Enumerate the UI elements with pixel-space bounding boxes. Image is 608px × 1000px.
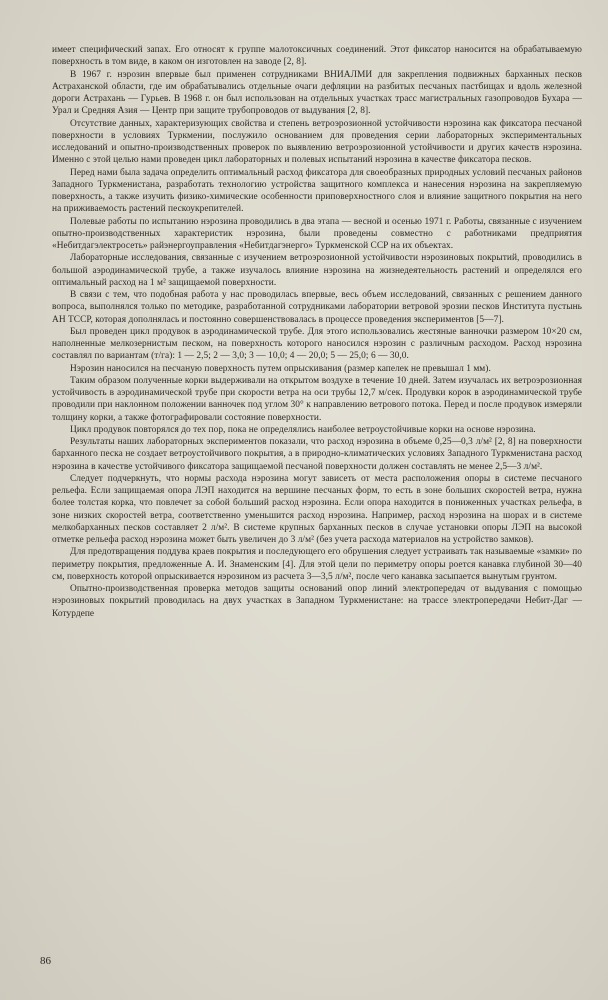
page-number: 86 xyxy=(40,955,51,967)
body-text xyxy=(52,44,582,620)
paragraph: Для предотвращения поддува краев покрытия и последующего его обрушения следует устраивать так называемые «замки» по периметру покрытия, предложенные А. И. Знаменским [4]. Для этой цели по периметру опоры роется канавка глубиной 30—40 см, поверхность которой опрыскивается нэрозином из расчета 3—3,5 л/м², после чего канавка засыпается вынутым грунтом. xyxy=(52,547,582,582)
paragraph: В 1967 г. нэрозин впервые был применен сотрудниками ВНИАЛМИ для закрепления подвижных барханных песков Астраханской области, где им обрабатывались отдельные очаги дефляции на разбитых песчаных пастбищах и вдоль железной дороги Астрахань — Гурьев. В 1968 г. он был использован на отдельных участках трасс магистральных газопроводов Бухара — Урал и Средняя Азия — Центр при защите трубопроводов от выдувания [2, 8]. xyxy=(52,69,582,117)
paragraph: Цикл продувок повторялся до тех пор, пока не определялись наиболее ветроустойчивые корки на основе нэрозина. xyxy=(70,424,536,435)
paragraph: Следует подчеркнуть, что нормы расхода нэрозина могут зависеть от места расположения опоры в системе песчаного рельефа. Если защищаемая опора ЛЭП находится на вершине песчаных форм, то есть в зоне больших скоростей ветра, нужна более толстая корка, что повлечет за собой больший расход нэрозина. Если опора находится в пониженных участках рельефа, в зоне низких скоростей ветра, соответственно уменьшится расход нэрозина. Например, расход нэрозина на шорах и в системе мелкобарханных песков составляет 2 л/м². В системе крупных барханных песков в случае установки опоры ЛЭП на высокой отметке рельефа расход нэрозина может быть увеличен до 3 л/м² (без учета расхода материалов на устройство замков). xyxy=(52,473,582,545)
paragraph: Перед нами была задача определить оптимальный расход фиксатора для своеобразных природных условий песчаных районов Западного Туркменистана, разработать технологию устройства защитного комплекса и нанесения нэрозина на закрепляемую поверхность, а также изучить физико-химические особенности приповерхностного слоя и влияние защитного покрытия на него на приживаемость растений пескоукрепителей. xyxy=(52,167,582,215)
paragraph: Опытно-производственная проверка методов защиты оснований опор линий электропередач от выдувания с помощью нэрозиновых покрытий проводилась на двух участках в Западном Туркменистане: на трассе электропередачи Небит-Даг — Котурдепе xyxy=(52,584,582,619)
paragraph: Отсутствие данных, характеризующих свойства и степень ветроэрозионной устойчивости нэрозина как фиксатора песчаной поверхности в условиях Туркмении, послужило основанием для проведения серии лабораторных экспериментальных исследований и опытно-производственных проверок по выявлению ветроэрозионной устойчивости и других качеств нэрозина. Именно с этой целью нами проведен цикл лабораторных и полевых испытаний нэрозина в качестве фиксатора песков. xyxy=(52,118,582,166)
paragraph: Нэрозин наносился на песчаную поверхность путем опрыскивания (размер капелек не превышал 1 мм). xyxy=(70,363,491,374)
paragraph: имеет специфический запах. Его относят к группе малотоксичных соединений. Этот фиксатор наносится на обрабатываемую поверхность в том виде, в каком он изготовлен на заводе [2, 8]. xyxy=(52,45,582,68)
paragraph: Результаты наших лабораторных экспериментов показали, что расход нэрозина в объеме 0,25—0,3 л/м² [2, 8] на поверхности барханного песка не создает ветроустойчивого покрытия, а в природно-климатических условиях Западного Туркменистана расход нэрозина в качестве устойчивого фиксатора защищаемой песчаной поверхности должен составлять не менее 2,5—3 л/м². xyxy=(52,437,582,472)
paragraph: Был проведен цикл продувок в аэродинамической трубе. Для этого использовались жестяные ванночки размером 10×20 см, наполненные мелкозернистым песком, на поверхность которого наносился нэрозин с различным расходом. Расход нэрозина составлял по вариантам (т/га): 1 — 2,5; 2 — 3,0; 3 — 10,0; 4 — 20,0; 5 — 25,0; 6 — 30,0. xyxy=(52,326,582,362)
paragraph: Полевые работы по испытанию нэрозина проводились в два этапа — весной и осенью 1971 г. Работы, связанные с изучением опытно-производственных характеристик нэрозина, были проведены совместно с работниками предприятия «Небитдагэлектросеть» райэнергоуправления «Небитдагэнерго» Туркменской ССР на их объектах. xyxy=(52,216,582,251)
paragraph: Таким образом полученные корки выдерживали на открытом воздухе в течение 10 дней. Затем изучалась их ветроэрозионная устойчивость в аэродинамической трубе при скорости ветра на оси трубы 12,7 м/сек. Продувки корок в аэродинамической трубе проводили при наклонном положении ванночек под углом 30° к направлению ветрового потока. Перед и после продувок измеряли толщину корки, а также фотографировали состояние поверхности. xyxy=(52,375,582,423)
paragraph: В связи с тем, что подобная работа у нас проводилась впервые, весь объем исследований, связанных с решением данного вопроса, выполнялся только по методике, разработанной сотрудниками лаборатории ветровой эрозии песков Института пустынь АН ТССР, которая дополнялась и постоянно совершенствовалась в процессе проведения экспериментов [5—7]. xyxy=(52,290,582,325)
paragraph: Лабораторные исследования, связанные с изучением ветроэрозионной устойчивости нэрозиновых покрытий, проводились в большой аэродинамической трубе, а также изучалось влияние нэрозина на жизнедеятельность растений и определялся его оптимальный расход на 1 м² защищаемой поверхности. xyxy=(52,253,582,288)
